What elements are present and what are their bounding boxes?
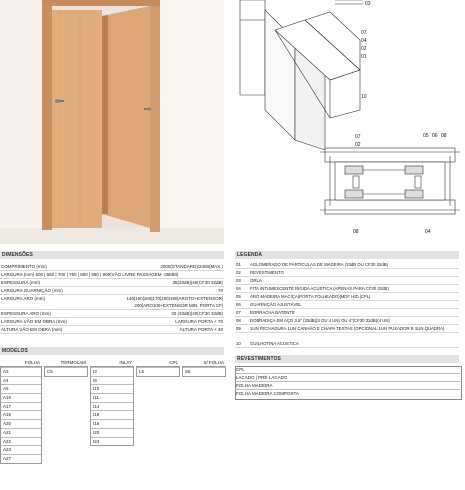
models-col-header: FOLHA	[0, 359, 42, 367]
coatings-title: REVESTIMENTOS	[235, 355, 459, 363]
legend-item: 03 ORLA	[235, 278, 459, 285]
model-cell: A17	[1, 402, 41, 411]
dim-row: ESPESSURA (mm) 35(33dB)|45(CF30 32dB)	[1, 280, 223, 285]
model-cell: A16	[1, 393, 41, 402]
door-photo	[0, 0, 224, 244]
legend-item: 05 ARO MADEIRA MACIÇA(PORTA FOLHEADO)|MDF HID.|CPL|	[235, 294, 459, 301]
svg-text:06: 06	[432, 133, 438, 139]
model-cell: I18	[91, 410, 133, 419]
models-title: MODELOS	[0, 347, 224, 355]
svg-text:04: 04	[361, 38, 367, 44]
model-cell: A3	[1, 367, 41, 376]
model-cell: I19	[91, 419, 133, 428]
dim-row: LARGURA (mm) 600 | 650 | 700 | 750 | 800 | 850 | 900(VÃO LIVRE PASSAGEM -35MM)	[0, 271, 224, 279]
svg-text:10: 10	[361, 94, 367, 100]
models-col-inlay	[90, 367, 134, 446]
dim-row: LARGURA GUARNIÇÃO (mm) 70	[1, 288, 223, 293]
svg-text:01: 01	[361, 54, 367, 60]
legend-item: 02 REVESTIMENTO	[235, 270, 459, 277]
dim-row: LARGURA VÃO EM OBRA (mm) LARGURA PORTA + 70	[1, 319, 223, 324]
model-cell: C5	[45, 367, 87, 376]
models-col-folha	[0, 367, 42, 464]
models-col-cpl	[136, 367, 180, 377]
model-cell: L5	[137, 367, 179, 376]
model-cell: A20	[1, 419, 41, 428]
model-cell: I9	[91, 376, 133, 385]
model-cell: A22	[1, 437, 41, 446]
dim-row: ALTURA VÃO EM OBRA (mm) ALTURA PORTA + 40	[1, 327, 223, 332]
svg-text:07: 07	[361, 30, 367, 36]
door-illustration	[0, 0, 224, 244]
legend-item: 07 BORRACHA BATENTE	[235, 310, 459, 317]
section-drawing	[235, 0, 465, 244]
legend-item: 04 FITA INTUMESCENTE RÍGIDA ACÚSTICA (APENAS PARA CF30 32dB)	[235, 286, 459, 293]
models-col-header: INLAY	[90, 359, 134, 367]
model-cell: A23	[1, 445, 41, 454]
model-cell: I10	[91, 384, 133, 393]
svg-text:04: 04	[425, 229, 431, 235]
model-cell: A18	[1, 410, 41, 419]
dim-row: 200|ARO100+EXTENSOR MIN. PORTA CF|	[0, 302, 224, 310]
models-col-header: S/ FOLHA	[182, 359, 226, 367]
coating-item: FOLHA MADEIRA COMPOSTA	[236, 391, 299, 396]
model-cell: A5	[1, 384, 41, 393]
svg-text:05: 05	[423, 133, 429, 139]
legend-item: 09 1UN FECHADURA 1UN CANHÃO E CHAPA TESTAS (OPCIONAL 1UN PUXADOR E 1UN QUADRA)	[235, 326, 459, 333]
coating-item: CPL	[235, 366, 460, 374]
dimensions-title: DIMENSÕES	[0, 251, 224, 259]
models-col-header: CPL	[136, 359, 180, 367]
model-cell: I3	[91, 367, 133, 376]
model-cell: I20	[91, 428, 133, 437]
technical-drawing	[235, 0, 465, 244]
model-cell: I14	[91, 402, 133, 411]
svg-text:08: 08	[353, 229, 359, 235]
model-cell: S6	[183, 367, 225, 376]
svg-text:07: 07	[355, 134, 361, 140]
legend-title: LEGENDA	[235, 251, 459, 259]
models-col-sem-folha	[182, 367, 226, 377]
legend-item: 01 AGLOMERADO DE PARTÍCULAS DE MADEIRA (33dB OU CF30 32dB)	[235, 262, 459, 269]
dim-row: COMPRIMENTO (mm) 2000(STANDARD)/2400(MAX.)	[1, 264, 223, 269]
legend-item: 10 GUILHOTINA ACÚSTICA	[235, 341, 459, 348]
model-cell: I24	[91, 437, 133, 446]
svg-text:02: 02	[355, 142, 361, 148]
dim-row: ESPESSURA ARO (mm) 30 (33dB)|40(CF30 32dB)	[1, 311, 223, 316]
model-cell: A27	[1, 454, 41, 463]
dim-row: LARGURA ARO (mm) 140|150|160|170|180|190|AROTO+EXTENSOR|	[1, 296, 223, 301]
legend-item: 06 GUARNIÇÃO AJUSTÁVEL	[235, 302, 459, 309]
models-col-header: TERMOLAM	[44, 359, 88, 367]
svg-text:02: 02	[361, 46, 367, 52]
coating-item: FOLHA MADEIRA	[235, 382, 460, 390]
model-cell: A4	[1, 376, 41, 385]
model-cell: A21	[1, 428, 41, 437]
model-cell: I11	[91, 393, 133, 402]
coating-item: LACADO | PRÉ-LACADO	[235, 374, 460, 382]
svg-text:08: 08	[441, 133, 447, 139]
label-top: 03	[365, 1, 371, 7]
legend-item: 08 DOBRADIÇA EM AÇO 3.5" (33dB)(3 OU 4 UN) OU 4"(CF30 32dB)(4 UN)	[235, 318, 459, 325]
models-col-termolam	[44, 367, 88, 377]
